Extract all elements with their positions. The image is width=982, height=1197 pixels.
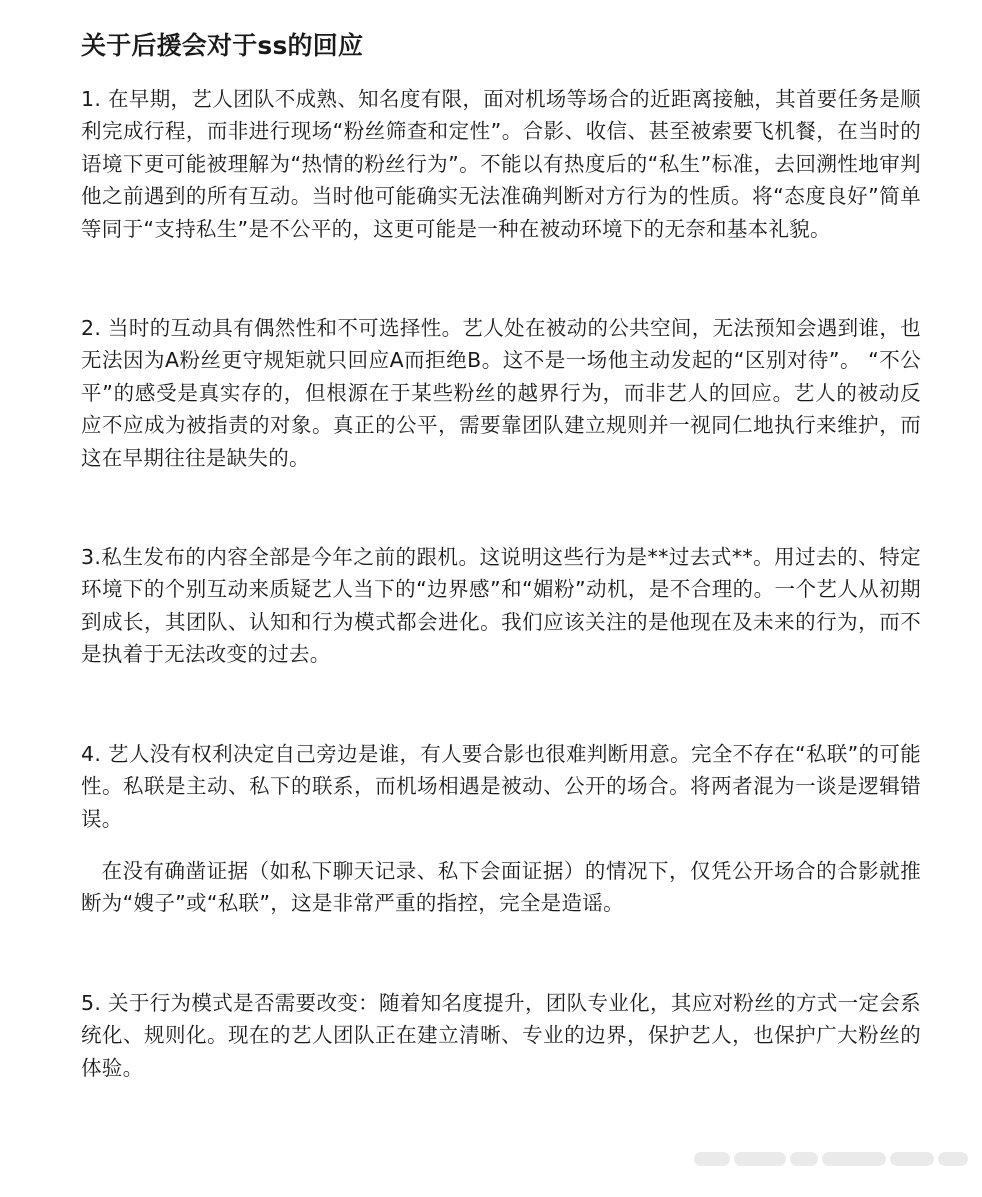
paragraph-1: 1. 在早期，艺人团队不成熟、知名度有限，面对机场等场合的近距离接触，其首要任务是顺利完成行程，而非进行现场“粉丝筛查和定性”。合影、收信、甚至被索要飞机餐，在当时的语境下更可能被理解为“热情的粉丝行为”。不能以有热度后的“私生”标准，去回溯性地审判他之前遇到的所有互动。当时他可能确实无法准确判断对方行为的性质。将“态度良好”简单等同于“支持私生”是不公平的，这更可能是一种在被动环境下的无奈和基本礼貌。 — [81, 87, 921, 241]
watermark-blob — [822, 1152, 886, 1166]
document-title: 关于后援会对于ss的回应 — [81, 31, 364, 60]
watermark-blob — [890, 1152, 934, 1166]
watermark-blob — [734, 1152, 786, 1166]
blurred-watermark — [694, 1149, 974, 1169]
document — [81, 28, 921, 1084]
paragraph-4-continued: 在没有确凿证据（如私下聊天记录、私下会面证据）的情况下，仅凭公开场合的合影就推断为“嫂子”或“私联”，这是非常严重的指控，完全是造谣。 — [81, 858, 921, 916]
watermark-blob — [790, 1152, 818, 1166]
paragraph-5: 5. 关于行为模式是否需要改变：随着知名度提升，团队专业化，其应对粉丝的方式一定会系统化、规则化。现在的艺人团队正在建立清晰、专业的边界，保护艺人，也保护广大粉丝的体验。 — [81, 990, 921, 1080]
paragraph-4: 4. 艺人没有权利决定自己旁边是谁，有人要合影也很难判断用意。完全不存在“私联”的可能性。私联是主动、私下的联系，而机场相遇是被动、公开的场合。将两者混为一谈是逻辑错误。 — [81, 741, 921, 831]
watermark-blob — [694, 1152, 730, 1166]
paragraph-2: 2. 当时的互动具有偶然性和不可选择性。艺人处在被动的公共空间，无法预知会遇到谁，也无法因为A粉丝更守规矩就只回应A而拒绝B。这不是一场他主动发起的“区别对待”。 “不公平”的感受是真实存的，但根源在于某些粉丝的越界行为，而非艺人的回应。艺人的被动反应不应成为被指责的对象。真正的公平，需要靠团队建立规则并一视同仁地执行来维护，而这在早期往往是缺失的。 — [81, 316, 921, 470]
watermark-blob — [938, 1152, 968, 1166]
paragraph-3: 3.私生发布的内容全部是今年之前的跟机。这说明这些行为是**过去式**。用过去的、特定环境下的个别互动来质疑艺人当下的“边界感”和“媚粉”动机，是不合理的。一个艺人从初期到成长，其团队、认知和行为模式都会进化。我们应该关注的是他现在及未来的行为，而不是执着于无法改变的过去。 — [81, 545, 921, 667]
